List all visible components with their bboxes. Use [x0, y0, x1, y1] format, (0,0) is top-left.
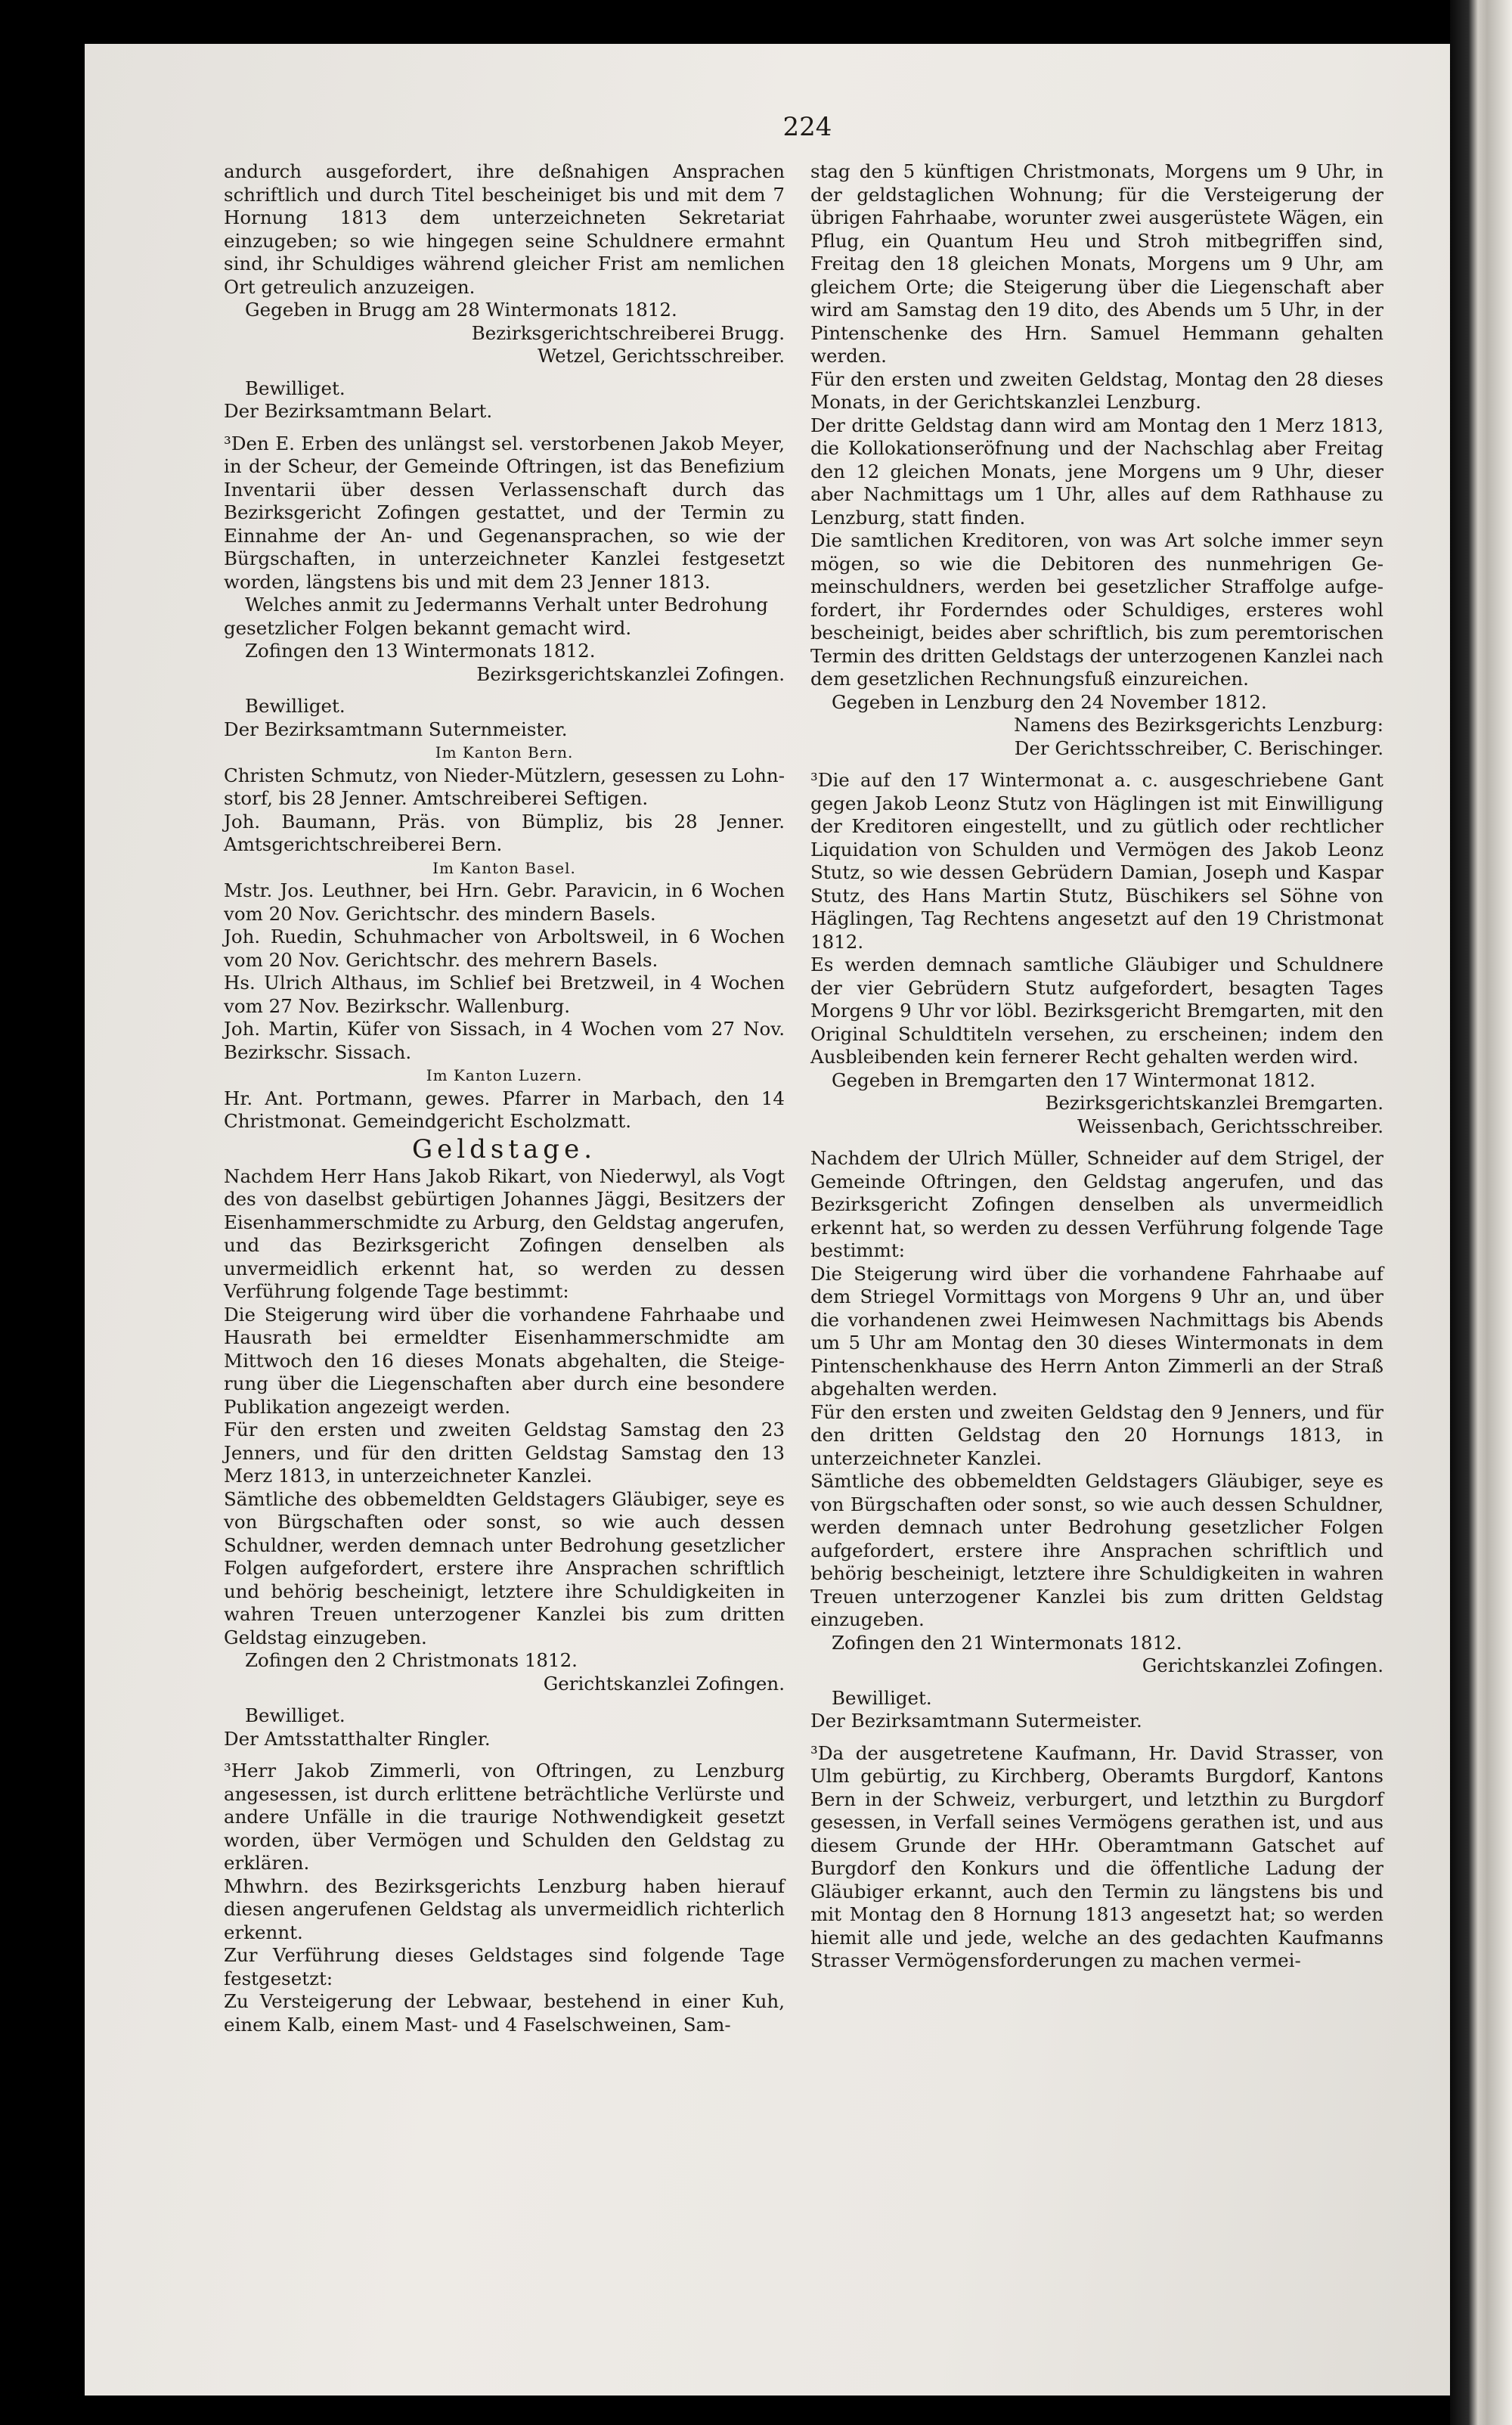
paragraph: Sämtliche des obbemeldten Geldstagers Gläubiger, seye es von Bürgschaften oder sonst, so wie auch dessen Schuldner, werden demnach unter Bedrohung gesetzlicher Folgen aufgefordert, erstere ihre Ansprachen schriftlich und behörig bescheinigt, letztere ihre Schuldigkeiten in wahren Treuen unterzogener Kanzlei bis zum dritten Geldstag einzugeben. — [224, 1487, 785, 1648]
paragraph: Nachdem Herr Hans Jakob Rikart, von Niederwyl, als Vogt des von daselbst gebürtigen Johannes Jäggi, Besitzers der Eisenhammerschmidte zu Arburg, den Geldstag angerufen, und das Bezirksgericht Zofingen denselben als unvermeidlich erkennt hat, so werden zu dessen Verführung folgende Tage bestimmt: — [224, 1164, 785, 1302]
section-heading: Im Kanton Bern. — [435, 743, 574, 761]
signature-line: Gerichtskanzlei Zofingen. — [1142, 1654, 1383, 1676]
signature-line: Namens des Bezirksgerichts Lenzburg: — [1014, 714, 1383, 736]
paragraph: Joh. Ruedin, Schuhmacher von Arboltsweil, in 6 Wochen vom 20 Nov. Gerichtschr. des mehrern Basels. — [224, 926, 785, 971]
dateline: Zofingen den 2 Christmonats 1812. — [245, 1649, 578, 1671]
spacer — [810, 1678, 1383, 1687]
signature-line: Der Gerichtsschreiber, C. Berischinger. — [1014, 736, 1383, 759]
paragraph: Für den ersten und zweiten Geldstag den 9 Jenners, und für den dritten Geldstag den 20 Hornungs 1813, in unterzeichneter Kanzlei. — [810, 1400, 1383, 1469]
book-spine — [1450, 0, 1512, 2425]
paragraph: Sämtliche des obbemeldten Geldstagers Gläubiger, seye es von Bürgschaften oder sonst, so wie auch dessen Schuldner, werden demnach unter Bedrohung gesetzlicher Folgen aufgefordert, erstere ihre Ansprachen schriftlich und behörig bescheinigt, letztere ihre Schuldigkeiten in wahren Treuen unterzogener Kanzlei bis zum dritten Geldstag einzugeben. — [810, 1470, 1383, 1630]
paragraph: andurch ausgefordert, ihre deßnahigen Ansprachen schriftlich und durch Titel bescheiniget bis und mit dem 7 Hornung 1813 dem unterzeichneten Sekretariat einzugeben; so wie hingegen seine Schuldnere ermahnt sind, ihr Schuldiges während gleicher Frist am nemlichen Ort getreulich anzuzeigen. — [224, 160, 785, 298]
paragraph: Hr. Ant. Portmann, gewes. Pfarrer in Marbach, den 14 Christmonat. Gemeindgericht Escholzmatt. — [224, 1087, 785, 1132]
official-line: Der Bezirksamtmann Sutermeister. — [810, 1710, 1142, 1732]
paragraph: Hs. Ulrich Althaus, im Schlief bei Bretzweil, in 4 Wochen vom 27 Nov. Bezirkschr. Wallenburg. — [224, 972, 785, 1017]
paragraph: Mstr. Jos. Leuthner, bei Hrn. Gebr. Paravicin, in 6 Wochen vom 20 Nov. Gerichtschr. des mindern Basels. — [224, 879, 785, 925]
paragraph: Es werden demnach samtliche Gläubiger und Schuldnere der vier Gebrüdern Stutz aufgefordert, besagten Tages Morgens 9 Uhr vor löbl. Bezirksgericht Bremgarten, mit den Original Schuldtiteln versehen, zu erscheinen; indem den Ausbleibenden kein fernerer Recht gehalten werden wird. — [810, 954, 1383, 1068]
paragraph: ³Herr Jakob Zimmerli, von Oftringen, zu Lenzburg angesessen, ist durch erlittene beträchtliche Verlürste und andere Unfälle in die traurige Nothwendigkeit gesetzt worden, über Vermögen und Schulden den Geldstag zu erklären. — [224, 1760, 785, 1874]
spacer — [810, 1733, 1383, 1742]
dateline: Gegeben in Lenzburg den 24 November 1812. — [832, 690, 1267, 713]
signature-line: Wetzel, Gerichtsschreiber. — [538, 345, 785, 367]
signature-line: Bezirksgerichtschreiberei Brugg. — [471, 321, 785, 344]
dateline: Bewilliget. — [245, 377, 345, 399]
section-title: Geldstage. — [412, 1133, 596, 1164]
dateline: Welches anmit zu Jedermanns Verhalt unter Bedrohung gesetzlicher Folgen bekannt gemacht wird. — [224, 594, 768, 639]
spacer — [224, 368, 785, 377]
official-line: Der Bezirksamtmann Suternmeister. — [224, 718, 568, 740]
paragraph: Christen Schmutz, von Nieder-Mützlern, gesessen zu Lohnstorf, bis 28 Jenner. Amtschreiberei Seftigen. — [224, 764, 785, 809]
left-column — [224, 160, 785, 2036]
dateline: Bewilliget. — [832, 1686, 932, 1709]
paragraph: stag den 5 künftigen Christmonats, Morgens um 9 Uhr, in der geldstaglichen Wohnung; für die Versteigerung der übrigen Fahrhaabe, worunter zwei ausgerüstete Wägen, ein Pflug, ein Quantum Heu und Stroh mitbegriffen sind, Freitag den 18 gleichen Monats, Morgens um 9 Uhr, am gleichem Orte; die Steigerung über die Liegenschaft aber wird am Samstag den 19 dito, des Abends um 5 Uhr, in der Pintenschenke des Hrn. Samuel Hemmann gehalten werden. — [810, 160, 1383, 367]
signature-line: Weissenbach, Gerichtsschreiber. — [1077, 1115, 1383, 1137]
paragraph: Für den ersten und zweiten Geldstag Samstag den 23 Jenners, und für den dritten Geldstag Samstag den 13 Merz 1813, in unterzeichneter Kanzlei. — [224, 1419, 785, 1487]
spacer — [224, 686, 785, 695]
paragraph: Der dritte Geldstag dann wird am Montag den 1 Merz 1813, die Kollokationseröfnung und der Nachschlag aber Freitag den 12 gleichen Monats, jene Morgens um 9 Uhr, dieser aber Nachmittags um 1 Uhr, alles auf dem Rathhause zu Lenzburg, statt finden. — [810, 414, 1383, 529]
paragraph: Zu Versteigerung der Lebwaar, bestehend in einer Kuh, einem Kalb, einem Mast- und 4 Faselschweinen, Sam- — [224, 1990, 785, 2036]
signature-line: Bezirksgerichtskanzlei Bremgarten. — [1045, 1092, 1383, 1114]
paragraph: Joh. Martin, Küfer von Sissach, in 4 Wochen vom 27 Nov. Bezirkschr. Sissach. — [224, 1018, 785, 1063]
spacer — [224, 1751, 785, 1760]
spacer — [224, 1695, 785, 1704]
paragraph: Mhwhrn. des Bezirksgerichts Lenzburg haben hierauf diesen angerufenen Geldstag als unvermeidlich richterlich erkennt. — [224, 1875, 785, 1943]
paragraph: Die Steigerung wird über die vorhandene Fahrhaabe und Hausrath bei ermeldter Eisenhammerschmidte am Mittwoch den 16 dieses Monats abgehalten, die Steigerung über die Liegenschaften aber durch eine besondere Publikation angezeigt werden. — [224, 1303, 785, 1418]
paragraph: Die samtlichen Kreditoren, von was Art solche immer seyn mögen, so wie die Debitoren des nunmehrigen Gemeinschuldners, werden bei gesetzlicher Straffolge aufgefordert, ihr Forderndes oder Schuldiges, ersteres wohl bescheinigt, beides aber schriftlich, bis zum peremtorischen Termin des dritten Geldstags der unterzogenen Kanzlei nach dem gesetzlichen Rechnungsfuß einzureichen. — [810, 529, 1383, 690]
paragraph: Die Steigerung wird über die vorhandene Fahrhaabe auf dem Striegel Vormittags von Morgens 9 Uhr an, und über die vorhandenen zwei Heimwesen Nachmittags bis Abends um 5 Uhr am Montag den 30 dieses Wintermonats in dem Pintenschenkhause des Herrn Anton Zimmerli an der Straß abgehalten werden. — [810, 1262, 1383, 1400]
paragraph: Zur Verführung dieses Geldstages sind folgende Tage festgesetzt: — [224, 1944, 785, 1989]
dateline: Gegeben in Bremgarten den 17 Wintermonat 1812. — [832, 1068, 1316, 1091]
page-number: 224 — [782, 112, 832, 142]
signature-line: Bezirksgerichtskanzlei Zofingen. — [476, 662, 785, 685]
dateline: Gegeben in Brugg am 28 Wintermonats 1812. — [245, 299, 677, 321]
dateline: Bewilliget. — [245, 695, 345, 717]
official-line: Der Amtsstatthalter Ringler. — [224, 1727, 491, 1750]
spacer — [810, 1138, 1383, 1147]
signature-line: Gerichtskanzlei Zofingen. — [543, 1672, 785, 1695]
official-line: Der Bezirksamtmann Belart. — [224, 400, 493, 422]
spacer — [810, 760, 1383, 769]
paragraph: ³Die auf den 17 Wintermonat a. c. ausgeschriebene Gant gegen Jakob Leonz Stutz von Häglingen ist mit Einwilligung der Kreditoren eingestellt, und zu gütlich oder rechtlicher Liquidation von Schulden und Vermögen des Jakob Leonz Stutz, so wie dessen Gebrüdern Damian, Joseph und Kaspar Stutz, des Hans Martin Stutz, Büschikers sel Söhne von Häglingen, Tag Rechtens angesetzt auf den 19 Christmonat 1812. — [810, 769, 1383, 953]
section-heading: Im Kanton Luzern. — [426, 1066, 583, 1084]
paragraph: ³Den E. Erben des unlängst sel. verstorbenen Jakob Meyer, in der Scheur, der Gemeinde Oftringen, ist das Benefizium Inventarii über dessen Verlassenschaft durch das Bezirksgericht Zofingen gestattet, und der Termin zu Einnahme der An- und Gegenansprachen, so wie der Bürgschaften, in unterzeichneter Kanzlei festgesetzt worden, längstens bis und mit dem 23 Jenner 1813. — [224, 432, 785, 593]
dateline: Bewilliget. — [245, 1704, 345, 1726]
dateline: Zofingen den 21 Wintermonats 1812. — [832, 1631, 1182, 1654]
paragraph: Joh. Baumann, Präs. von Bümpliz, bis 28 Jenner. Amtsgerichtschreiberei Bern. — [224, 810, 785, 855]
paragraph: ³Da der ausgetretene Kaufmann, Hr. David Strasser, von Ulm gebürtig, zu Kirchberg, Oberamts Burgdorf, Kantons Bern in der Schweiz, verburgert, und letzthin zu Burgdorf gesessen, in Verfall seines Vermögens gerathen ist, und aus diesem Grunde der HHr. Oberamtmann Gatschet auf Burgdorf den Konkurs und die öffentliche Ladung der Gläubiger erkannt, auch den Termin zu längstens bis und mit Montag den 8 Hornung 1813 angesetzt hat; so werden hiemit alle und jede, welche an des gedachten Kaufmanns Strasser Vermögensforderungen zu machen vermei- — [810, 1741, 1383, 1971]
paragraph: Nachdem der Ulrich Müller, Schneider auf dem Strigel, der Gemeinde Oftringen, den Geldstag angerufen, und das Bezirksgericht Zofingen denselben als unvermeidlich erkennt hat, so werden zu dessen Verführung folgende Tage bestimmt: — [810, 1147, 1383, 1261]
right-column — [810, 160, 1383, 1973]
dateline: Zofingen den 13 Wintermonats 1812. — [245, 640, 596, 662]
paragraph: Für den ersten und zweiten Geldstag, Montag den 28 dieses Monats, in der Gerichtskanzlei Lenzburg. — [810, 367, 1383, 413]
spacer — [224, 423, 785, 433]
section-heading: Im Kanton Basel. — [432, 858, 576, 877]
